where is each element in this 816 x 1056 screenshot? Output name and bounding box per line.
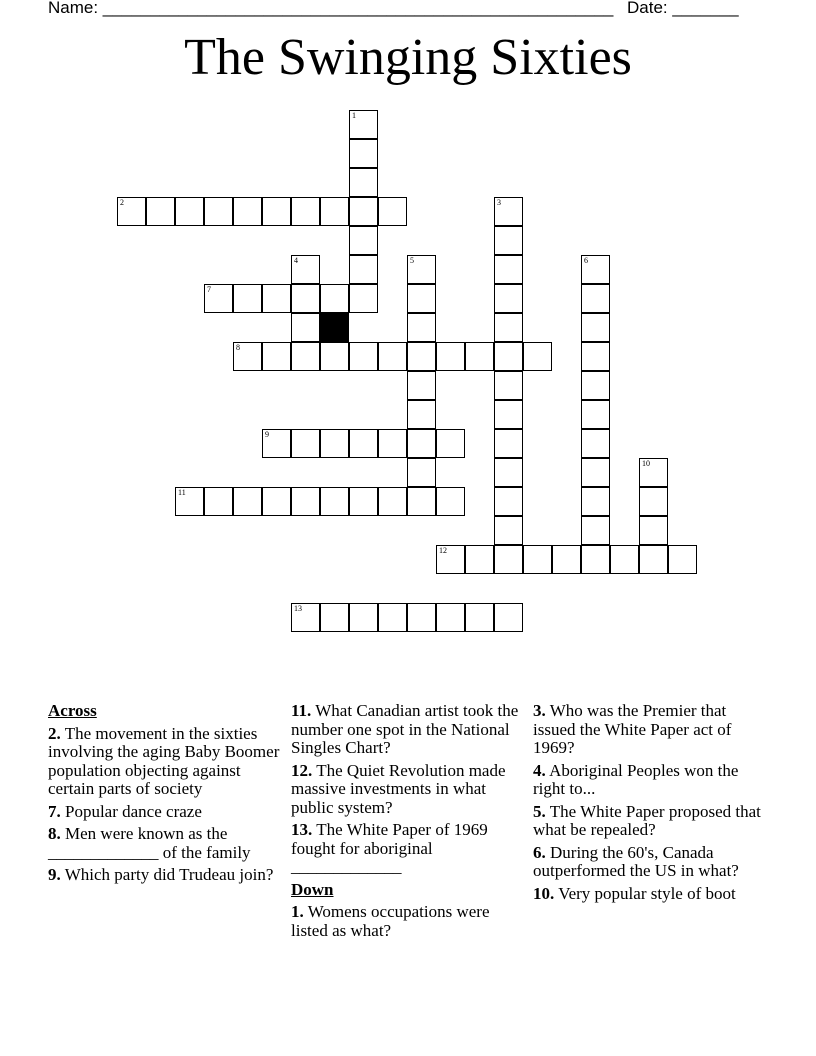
grid-cell[interactable] <box>233 284 262 313</box>
grid-cell[interactable] <box>262 342 291 371</box>
grid-cell[interactable] <box>581 255 610 284</box>
grid-cell[interactable] <box>436 342 465 371</box>
grid-cell[interactable] <box>581 458 610 487</box>
grid-cell[interactable] <box>291 197 320 226</box>
grid-cell[interactable] <box>523 545 552 574</box>
grid-cell[interactable] <box>320 429 349 458</box>
grid-cell[interactable] <box>320 487 349 516</box>
clue-number-label: 10 <box>642 459 650 468</box>
across-heading: Across <box>48 701 97 720</box>
grid-cell[interactable] <box>262 429 291 458</box>
clue-down-4: 4. Aboriginal Peoples won the right to... <box>533 760 739 798</box>
grid-cell[interactable] <box>436 603 465 632</box>
clue-across-12: 12. The Quiet Revolution made massive investments in what public system? <box>291 760 506 817</box>
clue-down-10: 10. Very popular style of boot <box>533 883 736 903</box>
grid-cell[interactable] <box>581 545 610 574</box>
grid-cell[interactable] <box>407 400 436 429</box>
clue-number-label: 13 <box>294 604 302 613</box>
grid-cell[interactable] <box>494 458 523 487</box>
date-field-label: Date: _______ <box>627 0 739 17</box>
clue-down-1: 1. Womens occupations were listed as what? <box>291 902 490 940</box>
grid-cell[interactable] <box>233 487 262 516</box>
grid-cell[interactable] <box>291 342 320 371</box>
grid-cell[interactable] <box>117 197 146 226</box>
clue-number-label: 2 <box>120 198 124 207</box>
grid-cell[interactable] <box>407 429 436 458</box>
grid-cell[interactable] <box>349 168 378 197</box>
clue-column-2 <box>291 702 519 944</box>
clue-down-5: 5. The White Paper proposed that what be repealed? <box>533 801 761 839</box>
grid-cell[interactable] <box>494 516 523 545</box>
grid-cell[interactable] <box>349 255 378 284</box>
grid-cell[interactable] <box>320 342 349 371</box>
grid-cell[interactable] <box>349 429 378 458</box>
grid-cell[interactable] <box>639 458 668 487</box>
grid-cell[interactable] <box>581 487 610 516</box>
grid-cell[interactable] <box>494 400 523 429</box>
grid-cell[interactable] <box>407 255 436 284</box>
grid-cell[interactable] <box>320 603 349 632</box>
grid-cell[interactable] <box>436 429 465 458</box>
grid-cell[interactable] <box>233 197 262 226</box>
grid-cell[interactable] <box>494 545 523 574</box>
grid-cell[interactable] <box>146 197 175 226</box>
clue-number-label: 8 <box>236 343 240 352</box>
grid-cell[interactable] <box>291 255 320 284</box>
grid-cell[interactable] <box>581 284 610 313</box>
grid-cell[interactable] <box>262 284 291 313</box>
grid-cell[interactable] <box>204 284 233 313</box>
grid-cell[interactable] <box>581 516 610 545</box>
grid-cell[interactable] <box>349 197 378 226</box>
grid-cell[interactable] <box>494 371 523 400</box>
grid-cell[interactable] <box>204 487 233 516</box>
grid-cell[interactable] <box>581 313 610 342</box>
grid-cell[interactable] <box>378 429 407 458</box>
grid-cell[interactable] <box>407 458 436 487</box>
clue-number-label: 12 <box>439 546 447 555</box>
grid-cell[interactable] <box>349 487 378 516</box>
grid-cell[interactable] <box>407 603 436 632</box>
grid-cell[interactable] <box>581 342 610 371</box>
clue-down-6: 6. During the 60's, Canada outperformed the US in what? <box>533 842 739 880</box>
grid-cell[interactable] <box>465 603 494 632</box>
grid-cell[interactable] <box>581 429 610 458</box>
grid-cell[interactable] <box>378 487 407 516</box>
grid-cell[interactable] <box>407 284 436 313</box>
grid-cell[interactable] <box>494 487 523 516</box>
clue-number-label: 3 <box>497 198 501 207</box>
grid-cell[interactable] <box>494 603 523 632</box>
grid-cell[interactable] <box>349 603 378 632</box>
grid-cell[interactable] <box>639 545 668 574</box>
clue-across-11: 11. What Canadian artist took the number one spot in the National Singles Chart? <box>291 701 519 757</box>
clue-number-label: 11 <box>178 488 186 497</box>
grid-cell[interactable] <box>494 284 523 313</box>
grid-cell[interactable] <box>291 313 320 342</box>
grid-cell[interactable] <box>639 516 668 545</box>
clue-number-label: 6 <box>584 256 588 265</box>
grid-cell[interactable] <box>494 197 523 226</box>
grid-cell[interactable] <box>175 197 204 226</box>
grid-cell[interactable] <box>378 197 407 226</box>
grid-cell[interactable] <box>581 400 610 429</box>
clue-across-7: 7. Popular dance craze <box>48 801 202 821</box>
grid-cell[interactable] <box>407 342 436 371</box>
grid-cell[interactable] <box>349 110 378 139</box>
clue-number-label: 7 <box>207 285 211 294</box>
grid-cell[interactable] <box>494 429 523 458</box>
grid-cell[interactable] <box>552 545 581 574</box>
grid-cell[interactable] <box>378 342 407 371</box>
clue-across-2: 2. The movement in the sixties involving the aging Baby Boomer population objecting against certain parts of society <box>48 723 280 798</box>
grid-cell[interactable] <box>175 487 204 516</box>
clue-column-1 <box>48 702 284 889</box>
clue-across-9: 9. Which party did Trudeau join? <box>48 865 274 884</box>
grid-cell[interactable] <box>610 545 639 574</box>
grid-cell[interactable] <box>494 342 523 371</box>
grid-cell[interactable] <box>291 284 320 313</box>
down-heading: Down <box>291 879 334 899</box>
grid-cell[interactable] <box>523 342 552 371</box>
grid-cell[interactable] <box>494 226 523 255</box>
puzzle-title: The Swinging Sixties <box>184 29 632 86</box>
clue-number-label: 1 <box>352 111 356 120</box>
grid-cell[interactable] <box>494 313 523 342</box>
grid-cell[interactable] <box>349 139 378 168</box>
black-cell <box>320 313 349 342</box>
clue-column-3 <box>533 702 769 907</box>
grid-cell[interactable] <box>262 197 291 226</box>
grid-cell[interactable] <box>349 342 378 371</box>
grid-cell[interactable] <box>407 371 436 400</box>
grid-cell[interactable] <box>349 284 378 313</box>
clue-number-label: 9 <box>265 430 269 439</box>
grid-cell[interactable] <box>262 487 291 516</box>
clue-down-3: 3. Who was the Premier that issued the White Paper act of 1969? <box>533 701 732 757</box>
grid-cell[interactable] <box>291 429 320 458</box>
clue-across-8: 8. Men were known as the _____________ of the family <box>48 824 251 862</box>
grid-cell[interactable] <box>465 342 494 371</box>
grid-cell[interactable] <box>407 313 436 342</box>
grid-cell[interactable] <box>407 487 436 516</box>
grid-cell[interactable] <box>581 371 610 400</box>
grid-cell[interactable] <box>639 487 668 516</box>
grid-cell[interactable] <box>291 603 320 632</box>
grid-cell[interactable] <box>668 545 697 574</box>
clue-number-label: 5 <box>410 256 414 265</box>
name-field-label: Name: ______________________________________________________ <box>48 0 614 17</box>
grid-cell[interactable] <box>233 342 262 371</box>
grid-cell[interactable] <box>436 487 465 516</box>
grid-cell[interactable] <box>436 545 465 574</box>
grid-cell[interactable] <box>378 603 407 632</box>
grid-cell[interactable] <box>320 197 349 226</box>
clue-across-13: 13. The White Paper of 1969 fought for aboriginal _____________ <box>291 820 488 876</box>
grid-cell[interactable] <box>204 197 233 226</box>
grid-cell[interactable] <box>349 226 378 255</box>
grid-cell[interactable] <box>320 284 349 313</box>
grid-cell[interactable] <box>291 487 320 516</box>
clue-number-label: 4 <box>294 256 298 265</box>
grid-cell[interactable] <box>465 545 494 574</box>
grid-cell[interactable] <box>494 255 523 284</box>
